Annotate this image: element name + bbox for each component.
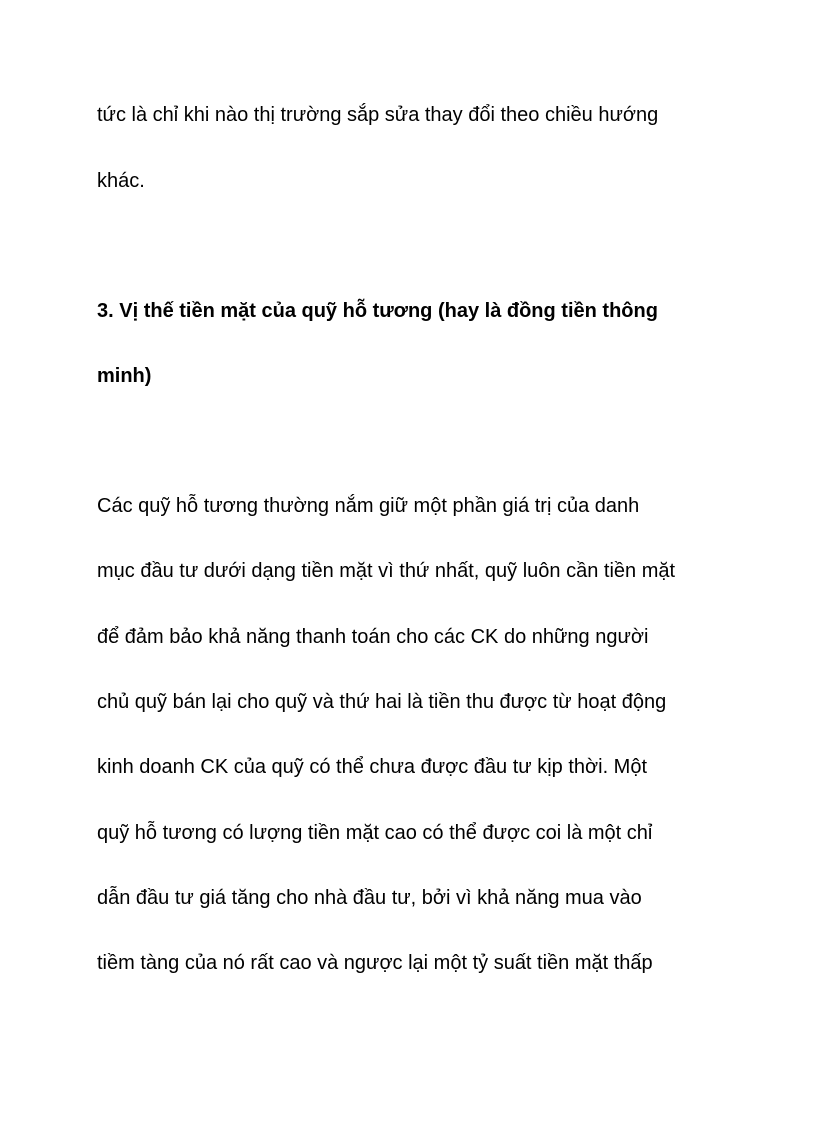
body-line-1: Các quỹ hỗ tương thường nắm giữ một phần giá trị của danh xyxy=(97,495,640,517)
body-line-6: quỹ hỗ tương có lượng tiền mặt cao có thể được coi là một chỉ xyxy=(97,822,653,844)
body-line-7: dẫn đầu tư giá tăng cho nhà đầu tư, bởi vì khả năng mua vào xyxy=(97,887,642,909)
section-heading-line-2: minh) xyxy=(97,365,152,387)
intro-line-2: khác. xyxy=(97,170,145,192)
body-line-2: mục đầu tư dưới dạng tiền mặt vì thứ nhất, quỹ luôn cần tiền mặt xyxy=(97,560,676,582)
body-line-4: chủ quỹ bán lại cho quỹ và thứ hai là tiền thu được từ hoạt động xyxy=(97,691,667,713)
section-heading-line-1: 3. Vị thế tiền mặt của quỹ hỗ tương (hay là đồng tiền thông xyxy=(97,300,658,322)
body-line-3: để đảm bảo khả năng thanh toán cho các CK do những người xyxy=(97,626,649,648)
intro-line-1: tức là chỉ khi nào thị trường sắp sửa thay đổi theo chiều hướng xyxy=(97,104,659,126)
body-line-5: kinh doanh CK của quỹ có thể chưa được đầu tư kịp thời. Một xyxy=(97,756,648,778)
body-line-8: tiềm tàng của nó rất cao và ngược lại một tỷ suất tiền mặt thấp xyxy=(97,952,653,974)
